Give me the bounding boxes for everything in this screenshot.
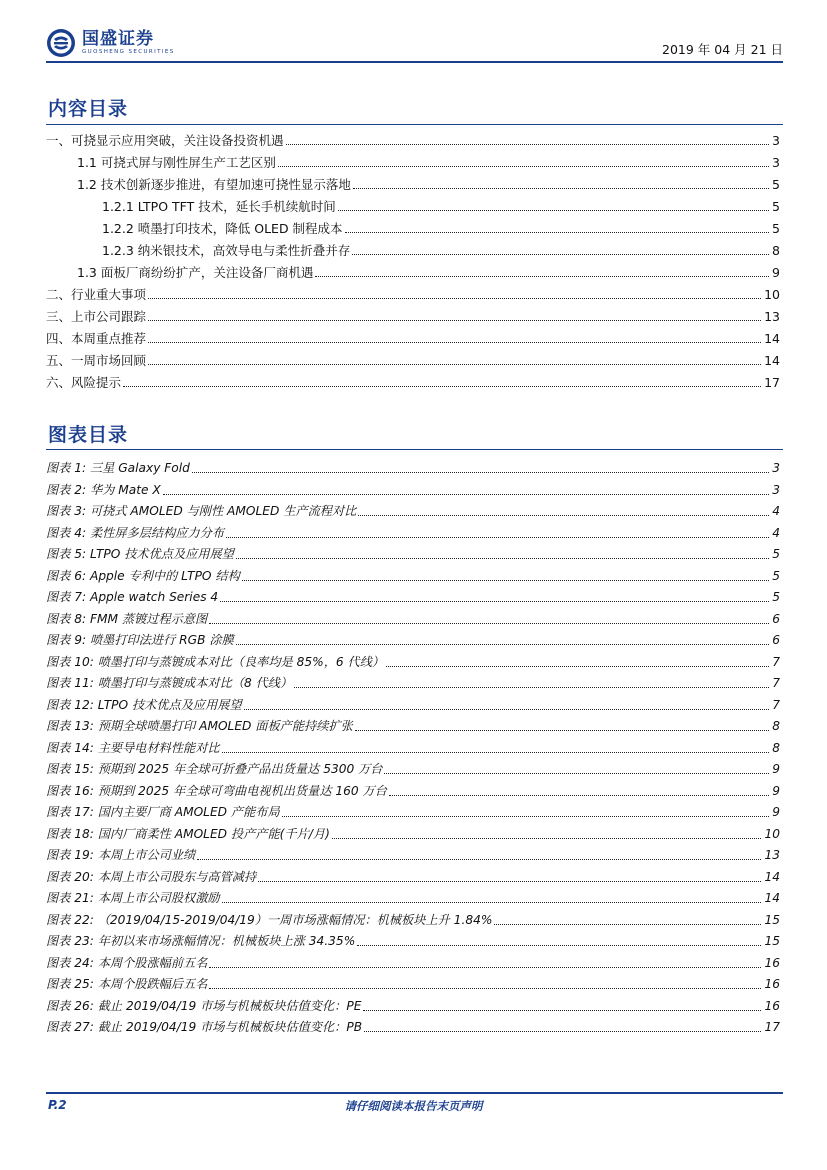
contents-title: 内容目录 xyxy=(48,98,129,120)
figure-entry-page: 6 xyxy=(772,633,780,647)
footer-disclaimer: 请仔细阅读本报告末页声明 xyxy=(344,1099,483,1113)
leader-dots xyxy=(494,924,761,925)
toc-entry[interactable] xyxy=(46,194,780,214)
figure-entry-text: 图表 15: 预期到 2025 年全球可折叠产品出货量达 5300 万台 xyxy=(46,762,383,776)
leader-dots xyxy=(148,364,761,365)
leader-dots xyxy=(345,232,769,233)
figure-entry-text: 图表 3: 可挠式 AMOLED 与刚性 AMOLED 生产流程对比 xyxy=(46,504,357,518)
figure-entry-page: 15 xyxy=(764,934,780,948)
figure-entry[interactable] xyxy=(46,779,780,799)
leader-dots xyxy=(363,1010,761,1011)
leader-dots xyxy=(353,188,769,189)
figure-entry-page: 5 xyxy=(772,590,780,604)
guosheng-logo-icon xyxy=(46,28,76,58)
toc-entry-page: 17 xyxy=(764,375,780,390)
toc-entry-text: 六、风险提示 xyxy=(46,375,122,390)
figure-entry-text: 图表 25: 本周个股跌幅后五名 xyxy=(46,977,208,991)
toc-entry[interactable] xyxy=(46,260,780,280)
toc-entry[interactable] xyxy=(46,326,780,346)
figure-entry[interactable] xyxy=(46,886,780,906)
leader-dots xyxy=(209,988,761,989)
figure-entry-text: 图表 7: Apple watch Series 4 xyxy=(46,590,219,604)
figure-entry-text: 图表 6: Apple 专利中的 LTPO 结构 xyxy=(46,568,240,583)
figure-entry[interactable] xyxy=(46,650,780,670)
figure-entry[interactable] xyxy=(46,736,780,756)
figure-entry[interactable] xyxy=(46,456,780,476)
figure-entry-page: 10 xyxy=(764,826,780,841)
brand-name: 国盛证券 xyxy=(82,29,154,49)
toc-entry-text: 五、一周市场回顾 xyxy=(46,353,147,368)
figure-entry[interactable] xyxy=(46,714,780,734)
toc-entry-page: 3 xyxy=(772,133,780,148)
toc-entry[interactable] xyxy=(46,370,780,390)
figure-entry-text: 图表 12: LTPO 技术优点及应用展望 xyxy=(46,697,242,712)
figure-entry-page: 9 xyxy=(772,783,780,798)
toc-entry-text: 一、可挠显示应用突破，关注设备投资机遇 xyxy=(46,133,284,148)
leader-dots xyxy=(244,709,770,710)
toc-entry-page: 5 xyxy=(772,199,780,214)
figure-entry[interactable] xyxy=(46,972,780,992)
toc-entry-page: 5 xyxy=(772,177,780,192)
header-divider xyxy=(46,61,783,63)
figure-entry[interactable] xyxy=(46,671,780,691)
leader-dots xyxy=(258,881,761,882)
figure-entry[interactable] xyxy=(46,843,780,863)
figure-entry-page: 8 xyxy=(772,719,780,733)
leader-dots xyxy=(358,515,769,516)
figure-entry-text: 图表 13: 预期全球喷墨打印 AMOLED 面板产能持续扩张 xyxy=(46,719,353,733)
toc-entry[interactable] xyxy=(46,238,780,258)
toc-entry-page: 10 xyxy=(764,287,780,302)
figure-entry-page: 7 xyxy=(772,654,780,669)
figure-entry-page: 16 xyxy=(764,998,780,1013)
leader-dots xyxy=(236,644,770,645)
brand-name-en: GUOSHENG SECURITIES xyxy=(82,49,175,55)
figure-entry-text: 图表 4: 柔性屏多层结构应力分布 xyxy=(46,525,225,540)
toc-entry[interactable] xyxy=(46,304,780,324)
figure-entry-page: 3 xyxy=(772,482,780,497)
figure-entry-page: 13 xyxy=(764,848,780,862)
leader-dots xyxy=(294,687,769,688)
toc-entry-page: 14 xyxy=(764,331,780,346)
leader-dots xyxy=(352,254,769,255)
toc-entry-text: 1.3 面板厂商纷纷扩产，关注设备厂商机遇 xyxy=(77,265,314,280)
leader-dots xyxy=(123,386,761,387)
leader-dots xyxy=(220,601,769,602)
leader-dots xyxy=(389,795,769,796)
leader-dots xyxy=(286,144,770,145)
figure-entry-text: 图表 26: 截止 2019/04/19 市场与机械板块估值变化：PE xyxy=(46,998,362,1013)
figure-entry[interactable] xyxy=(46,542,780,562)
leader-dots xyxy=(148,342,761,343)
toc-entry-page: 5 xyxy=(772,221,780,236)
figure-entry-text: 图表 24: 本周个股涨幅前五名 xyxy=(46,955,208,970)
figure-entry-text: 图表 20: 本周上市公司股东与高管减持 xyxy=(46,869,257,884)
figure-entry[interactable] xyxy=(46,908,780,928)
page-header xyxy=(46,24,783,62)
leader-dots xyxy=(384,773,769,774)
leader-dots xyxy=(226,537,769,538)
toc-entry-page: 14 xyxy=(764,353,780,368)
figure-entry[interactable] xyxy=(46,757,780,777)
toc-entry[interactable] xyxy=(46,150,780,170)
toc-entry[interactable] xyxy=(46,348,780,368)
toc-entry-text: 二、行业重大事项 xyxy=(46,287,147,302)
leader-dots xyxy=(148,320,761,321)
figure-entry-page: 14 xyxy=(764,869,780,884)
leader-dots xyxy=(338,210,769,211)
toc-entry-page: 3 xyxy=(772,155,780,170)
toc-entry-text: 1.2 技术创新逐步推进，有望加速可挠性显示落地 xyxy=(77,177,351,192)
figure-entry-text: 图表 11: 喷墨打印与蒸镀成本对比（8 代线） xyxy=(46,676,293,690)
figure-entry[interactable] xyxy=(46,499,780,519)
figures-title-divider xyxy=(46,449,783,450)
figure-entry-text: 图表 5: LTPO 技术优点及应用展望 xyxy=(46,547,234,561)
toc-entry-page: 8 xyxy=(772,243,780,258)
leader-dots xyxy=(192,472,769,473)
figure-entry[interactable] xyxy=(46,478,780,498)
figure-entry-text: 图表 21: 本周上市公司股权激励 xyxy=(46,891,220,905)
toc-entry[interactable] xyxy=(46,128,780,148)
toc-entry-text: 1.2.3 纳米银技术，高效导电与柔性折叠并存 xyxy=(102,243,351,258)
leader-dots xyxy=(332,838,762,839)
report-date: 2019 年 04 月 21 日 xyxy=(662,42,783,57)
figure-entry-page: 16 xyxy=(764,955,780,970)
figure-entry-text: 图表 22: （2019/04/15-2019/04/19）一周市场涨幅情况：机械板块上升 1.84% xyxy=(46,912,493,927)
toc-entry[interactable] xyxy=(46,282,780,302)
leader-dots xyxy=(209,623,769,624)
leader-dots xyxy=(163,494,770,495)
figure-entry-page: 5 xyxy=(772,568,780,583)
figure-entry[interactable] xyxy=(46,1015,780,1035)
figure-entry-page: 4 xyxy=(772,504,780,518)
figure-entry-text: 图表 2: 华为 Mate X xyxy=(46,482,161,497)
figure-entry-page: 9 xyxy=(772,762,780,776)
figure-entry-page: 7 xyxy=(772,697,780,712)
figure-entry[interactable] xyxy=(46,693,780,713)
toc-entry-text: 1.1 可挠式屏与刚性屏生产工艺区别 xyxy=(77,155,276,170)
figure-entry-text: 图表 17: 国内主要厂商 AMOLED 产能布局 xyxy=(46,805,280,819)
leader-dots xyxy=(357,945,761,946)
figure-entry-page: 14 xyxy=(764,891,780,905)
figure-entry-text: 图表 1: 三星 Galaxy Fold xyxy=(46,461,190,475)
contents-title-divider xyxy=(46,124,783,125)
toc-entry-page: 9 xyxy=(772,265,780,280)
leader-dots xyxy=(222,902,762,903)
leader-dots xyxy=(282,816,770,817)
leader-dots xyxy=(236,558,769,559)
figure-entry-page: 5 xyxy=(772,547,780,561)
leader-dots xyxy=(315,276,769,277)
leader-dots xyxy=(148,298,761,299)
figure-entry[interactable] xyxy=(46,585,780,605)
figure-entry[interactable] xyxy=(46,929,780,949)
leader-dots xyxy=(197,859,761,860)
figure-entry[interactable] xyxy=(46,564,780,584)
toc-entry-text: 1.2.2 喷墨打印技术，降低 OLED 制程成本 xyxy=(102,221,343,236)
toc-entry[interactable] xyxy=(46,172,780,192)
toc-entry-text: 1.2.1 LTPO TFT 技术，延长手机续航时间 xyxy=(102,199,336,214)
figure-entry[interactable] xyxy=(46,951,780,971)
figure-entry-text: 图表 18: 国内厂商柔性 AMOLED 投产产能(千片/月) xyxy=(46,826,330,841)
figure-entry-page: 17 xyxy=(764,1020,780,1034)
toc-entry-page: 13 xyxy=(764,309,780,324)
figure-entry-page: 4 xyxy=(772,525,780,540)
figure-entry-text: 图表 16: 预期到 2025 年全球可弯曲电视机出货量达 160 万台 xyxy=(46,783,387,798)
figure-entry-text: 图表 27: 截止 2019/04/19 市场与机械板块估值变化：PB xyxy=(46,1020,363,1034)
figure-entry-text: 图表 8: FMM 蒸镀过程示意图 xyxy=(46,611,208,626)
leader-dots xyxy=(222,752,770,753)
page-number: P.2 xyxy=(48,1098,67,1112)
figure-entry-text: 图表 19: 本周上市公司业绩 xyxy=(46,848,196,862)
toc-entry-text: 三、上市公司跟踪 xyxy=(46,309,147,324)
figure-entry-page: 9 xyxy=(772,805,780,819)
toc-entry-text: 四、本周重点推荐 xyxy=(46,331,147,346)
figure-entry-page: 15 xyxy=(764,912,780,927)
figure-entry-page: 16 xyxy=(764,977,780,991)
leader-dots xyxy=(209,967,761,968)
figure-entry-page: 7 xyxy=(772,676,780,690)
figure-entry-page: 3 xyxy=(772,461,780,475)
figure-entry[interactable] xyxy=(46,822,780,842)
figure-entry[interactable] xyxy=(46,607,780,627)
leader-dots xyxy=(278,166,769,167)
figure-entry[interactable] xyxy=(46,994,780,1014)
leader-dots xyxy=(355,730,769,731)
leader-dots xyxy=(364,1031,761,1032)
leader-dots xyxy=(242,580,769,581)
figure-entry-text: 图表 9: 喷墨打印法进行 RGB 涂膜 xyxy=(46,633,234,647)
footer-divider xyxy=(46,1092,783,1094)
figure-entry[interactable] xyxy=(46,628,780,648)
figure-entry-page: 6 xyxy=(772,611,780,626)
figure-entry[interactable] xyxy=(46,865,780,885)
figures-title: 图表目录 xyxy=(48,424,129,446)
figure-entry-page: 8 xyxy=(772,740,780,755)
leader-dots xyxy=(386,666,769,667)
brand-logo xyxy=(46,28,175,58)
figure-entry-text: 图表 10: 喷墨打印与蒸镀成本对比（良率均是 85%，6 代线） xyxy=(46,654,385,669)
toc-entry[interactable] xyxy=(46,216,780,236)
figure-entry-text: 图表 23: 年初以来市场涨幅情况：机械板块上涨 34.35% xyxy=(46,934,356,948)
figure-entry-text: 图表 14: 主要导电材料性能对比 xyxy=(46,740,220,755)
figure-entry[interactable] xyxy=(46,800,780,820)
figure-entry[interactable] xyxy=(46,521,780,541)
